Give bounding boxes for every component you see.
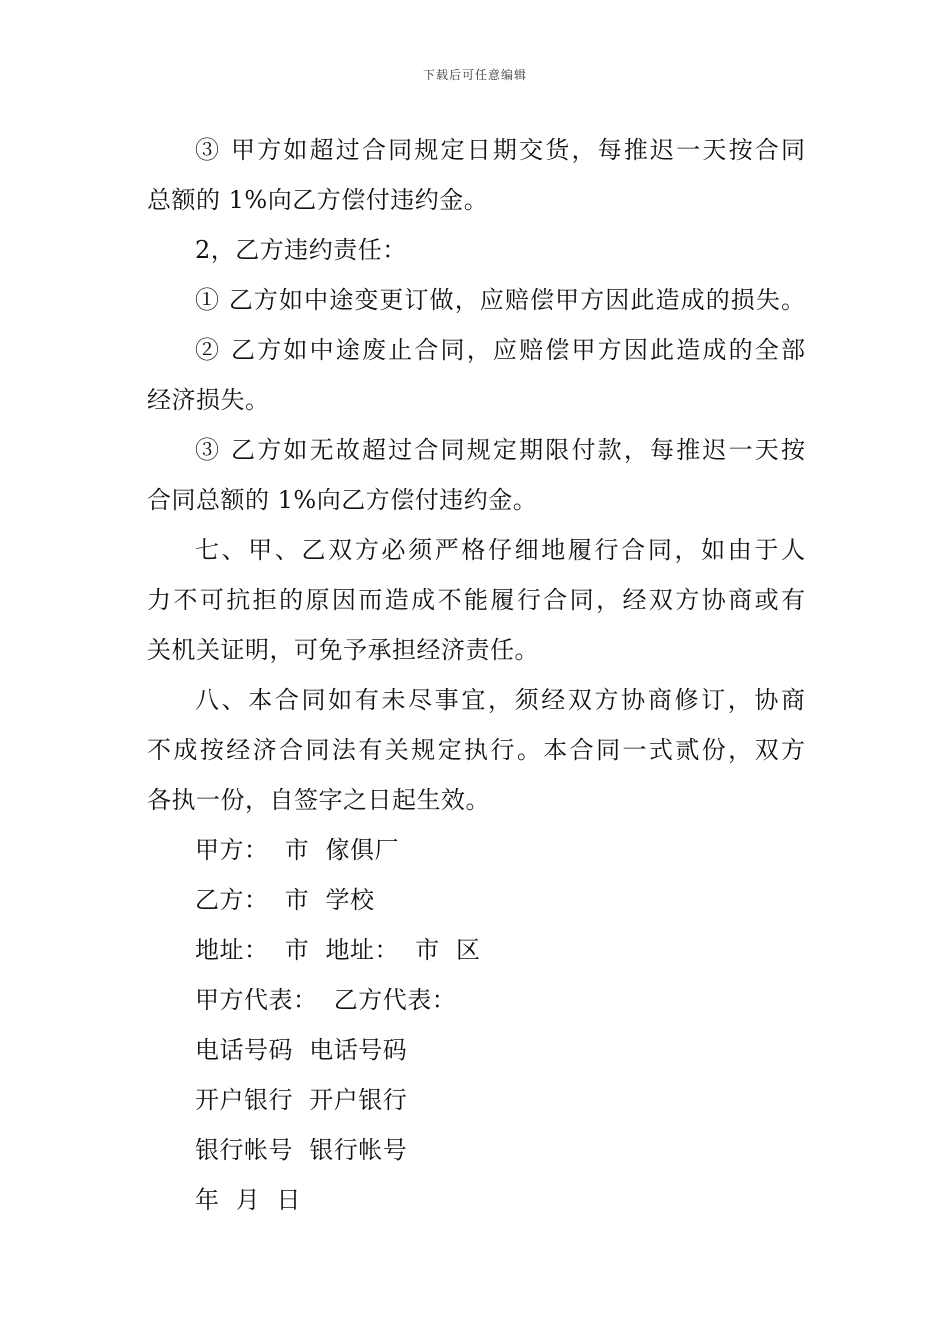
clause-line: ② 乙方如中途废止合同，应赔偿甲方因此造成的全部 [195, 336, 805, 364]
clause-line: 总额的 1%向乙方偿付违约金。 [147, 186, 489, 214]
clause-line: ① 乙方如中途变更订做，应赔偿甲方因此造成的损失。 [195, 286, 805, 314]
date-line: 年 月 日 [195, 1186, 302, 1214]
clause-line: 七、甲、乙双方必须严格仔细地履行合同，如由于人 [195, 536, 805, 564]
clause-line: 不成按经济合同法有关规定执行。本合同一式贰份，双方 [147, 736, 805, 764]
party-b-line: 乙方： 市 学校 [195, 886, 375, 914]
phone-line: 电话号码 电话号码 [195, 1036, 408, 1064]
clause-heading: 2，乙方违约责任： [195, 236, 407, 264]
clause-line: ③ 甲方如超过合同规定日期交货，每推迟一天按合同 [195, 136, 805, 164]
clause-line: 力不可抗拒的原因而造成不能履行合同，经双方协商或有 [147, 586, 805, 614]
address-line: 地址： 市 地址： 市 区 [195, 936, 481, 964]
clause-line: 合同总额的 1%向乙方偿付违约金。 [147, 486, 538, 514]
clause-line: 各执一份，自签字之日起生效。 [147, 786, 490, 814]
party-a-line: 甲方： 市 傢俱厂 [195, 836, 400, 864]
page-header: 下载后可任意编辑 [422, 68, 527, 82]
representative-line: 甲方代表： 乙方代表： [195, 986, 457, 1014]
clause-line: ③ 乙方如无故超过合同规定期限付款，每推迟一天按 [195, 436, 805, 464]
clause-line: 八、本合同如有未尽事宜，须经双方协商修订，协商 [195, 686, 805, 714]
clause-line: 经济损失。 [147, 386, 270, 414]
account-line: 银行帐号 银行帐号 [195, 1136, 408, 1164]
clause-line: 关机关证明，可免予承担经济责任。 [147, 636, 539, 664]
bank-line: 开户银行 开户银行 [195, 1086, 408, 1114]
